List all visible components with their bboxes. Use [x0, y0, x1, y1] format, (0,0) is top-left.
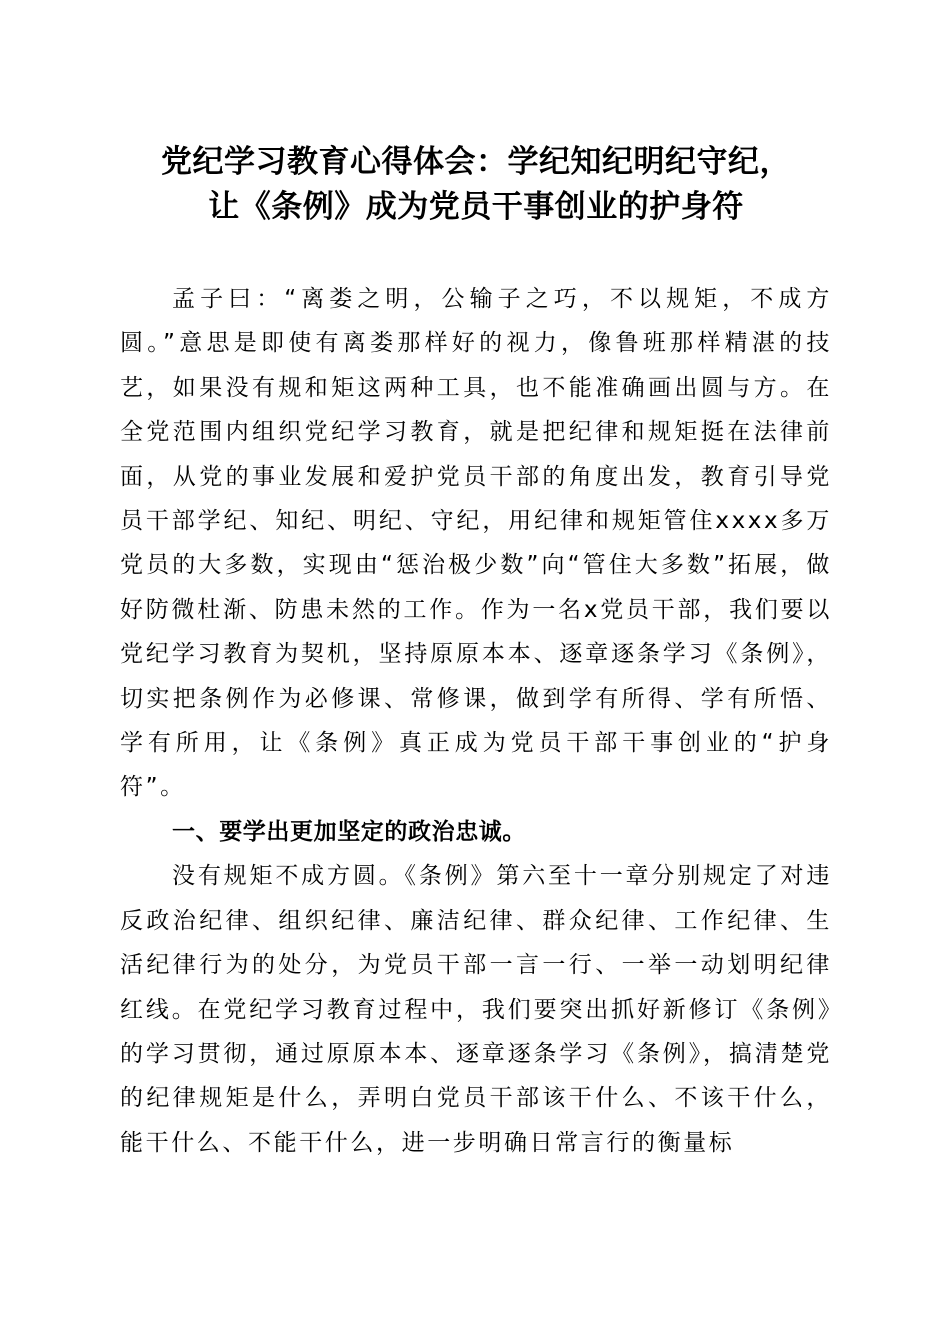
document-title — [120, 140, 832, 230]
section-paragraph: 没有规矩不成方圆。《条例》第六至十一章分别规定了对违反政治纪律、组织纪律、廉洁纪律、群众纪律、工作纪律、生活纪律行为的处分，为党员干部一言一行、一举一动划明纪律红线。在党纪学习教育过程中，我们要突出抓好新修订《条例》的学习贯彻，通过原原本本、逐章逐条学习《条例》，搞清楚党的纪律规矩是什么，弄明白党员干部该干什么、不该干什么，能干什么、不能干什么，进一步明确日常言行的衡量标 — [120, 863, 832, 1156]
intro-paragraph: 孟子曰：“离娄之明，公输子之巧，不以规矩，不成方圆。”意思是即使有离娄那样好的视力，像鲁班那样精湛的技艺，如果没有规和矩这两种工具，也不能准确画出圆与方。在全党范围内组织党纪学习教育，就是把纪律和规矩挺在法律前面，从党的事业发展和爱护党员干部的角度出发，教育引导党员干部学纪、知纪、明纪、守纪，用纪律和规矩管住xxxx多万党员的大多数，实现由“惩治极少数”向“管住大多数”拓展，做好防微杜渐、防患未然的工作。作为一名x党员干部，我们要以党纪学习教育为契机，坚持原原本本、逐章逐条学习《条例》，切实把条例作为必修课、常修课，做到学有所得、学有所悟、学有所用，让《条例》真正成为党员干部干事创业的“护身符”。 — [120, 286, 832, 801]
title-line-2: 让《条例》成为党员干事创业的护身符 — [208, 189, 744, 225]
section-heading: 一、要学出更加坚定的政治忠诚。 — [172, 818, 526, 845]
document-body — [120, 277, 832, 1165]
title-line-1: 党纪学习教育心得体会：学纪知纪明纪守纪， — [161, 144, 791, 180]
